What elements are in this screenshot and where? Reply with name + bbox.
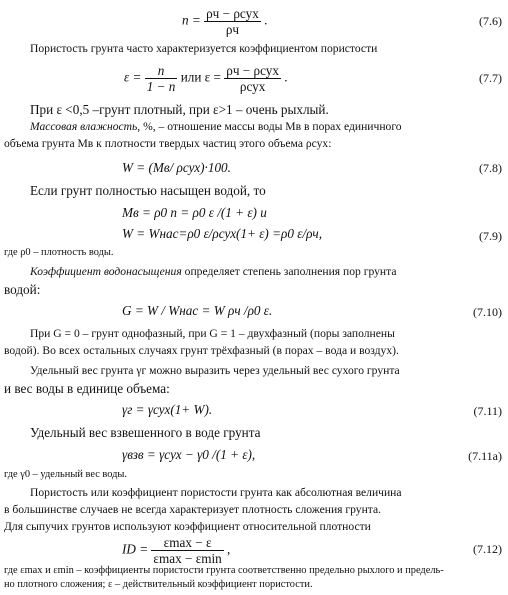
- equation-lhs: ε =: [124, 69, 145, 85]
- paragraph-line: Пористость грунта часто характеризуется коэффициентом пористости: [30, 42, 378, 55]
- fraction-numerator: n: [145, 63, 178, 79]
- paragraph-line: объема грунта Mв к плотности твердых частиц этого объема ρсух:: [4, 137, 332, 150]
- equation-number: (7.6): [479, 14, 502, 28]
- equation-7-6: [182, 6, 267, 37]
- paragraph-line: в большинстве случаев не всегда характеризует плотность сложения грунта.: [4, 503, 382, 516]
- paragraph-line: Удельный вес взвешенного в воде грунта: [30, 425, 261, 440]
- fraction: [224, 63, 281, 94]
- equation-7-11a: γвзв = γсух − γ0 /(1 + ε),: [122, 447, 256, 462]
- equation-text: или ε =: [177, 69, 225, 85]
- paragraph-line: При ε <0,5 –грунт плотный, при ε>1 – очень рыхлый.: [30, 102, 329, 117]
- footnote-line: где εmax и εmin – коэффициенты пористости грунта соответственно предельно рыхлого и предель-: [4, 565, 444, 576]
- equation-number: (7.9): [479, 229, 502, 243]
- paragraph-line: Удельный вес грунта γг можно выразить через удельный вес сухого грунта: [30, 364, 400, 377]
- equation-number: (7.11a): [468, 449, 502, 463]
- term-italic: Коэффициент водонасыщения: [30, 265, 182, 278]
- paragraph-line: водой:: [4, 282, 41, 297]
- term-italic: Массовая влажность: [30, 120, 138, 133]
- footnote-line: где γ0 – удельный вес воды.: [4, 469, 128, 480]
- equation-lhs: n =: [182, 12, 205, 28]
- fraction-denominator: ρч: [225, 22, 240, 38]
- equation-number: (7.7): [479, 71, 502, 85]
- equation-number: (7.11): [473, 404, 502, 418]
- equation-lhs: ID =: [122, 541, 152, 557]
- paragraph-text: , %, – отношение массы воды Mв в порах единичного: [137, 120, 402, 133]
- fraction: [145, 63, 178, 94]
- paragraph-line: и вес воды в единице объема:: [4, 381, 170, 396]
- equation-number: (7.8): [479, 161, 502, 175]
- fraction-numerator: ρч − ρсух: [206, 6, 259, 21]
- paragraph-line: [30, 120, 402, 134]
- paragraph-line: [30, 265, 396, 279]
- equation-number: (7.10): [473, 305, 502, 319]
- equation-tail: ,: [223, 541, 231, 557]
- equation-7-9: W = Wнас=ρ0 ε/ρсух(1+ ε) =ρ0 ε/ρч,: [122, 226, 323, 241]
- footnote-line: где ρ0 – плотность воды.: [4, 247, 114, 258]
- equation-tail: .: [260, 12, 268, 28]
- fraction: [151, 535, 223, 566]
- paragraph-line: При G = 0 – грунт однофазный, при G = 1 – двухфазный (поры заполнены: [30, 327, 395, 340]
- fraction: [204, 6, 261, 37]
- equation-7-12: [122, 535, 230, 566]
- paragraph-line: Пористость или коэффициент пористости грунта как абсолютная величина: [30, 486, 402, 499]
- paragraph-line: водой). Во всех остальных случаях грунт трёхфазный (в порах – вода и воздух).: [4, 344, 399, 357]
- paragraph-line: Для сыпучих грунтов используют коэффициент относительной плотности: [4, 520, 371, 533]
- equation-tail: .: [280, 69, 288, 85]
- fraction-denominator: ρсух: [239, 79, 266, 95]
- equation-7-11: γг = γсух(1+ W).: [122, 402, 213, 417]
- paragraph-line: Если грунт полностью насыщен водой, то: [30, 183, 266, 198]
- fraction-denominator: εmax − εmin: [153, 551, 222, 567]
- equation-number: (7.12): [473, 542, 502, 556]
- equation-7-8: W = (Mв/ ρсух)·100.: [122, 160, 231, 175]
- paragraph-text: определяет степень заполнения пор грунта: [181, 265, 397, 278]
- footnote-line: но плотного сложения; ε – действительный коэффициент пористости.: [4, 579, 313, 590]
- equation-7-7: [124, 63, 288, 94]
- equation-7-9a: Mв = ρ0 n = ρ0 ε /(1 + ε) и: [122, 205, 267, 220]
- fraction-denominator: 1 − n: [146, 79, 176, 95]
- equation-7-10: G = W / Wнас = W ρч /ρ0 ε.: [122, 303, 273, 318]
- fraction-numerator: εmax − ε: [151, 535, 223, 551]
- fraction-numerator: ρч − ρсух: [226, 63, 279, 78]
